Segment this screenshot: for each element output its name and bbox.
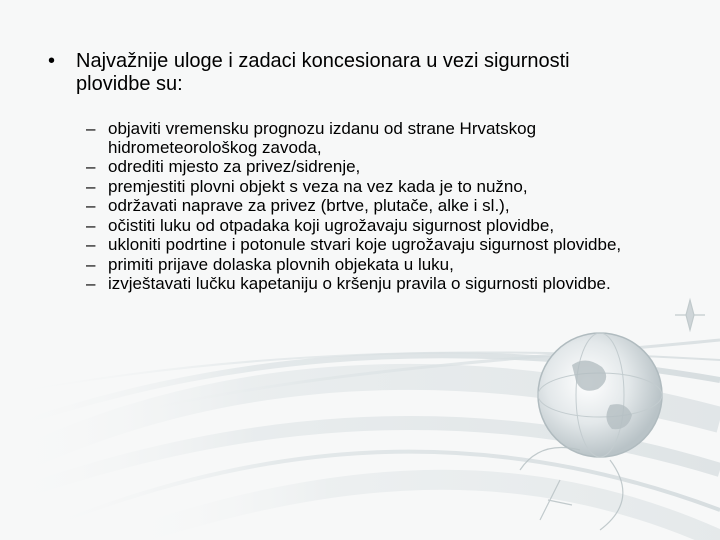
main-bullet	[48, 50, 648, 96]
dash-marker: –	[86, 235, 96, 254]
dash-marker: –	[86, 176, 96, 196]
list-item-text: primiti prijave dolaska plovnih objekata u luku,	[108, 254, 454, 274]
globe-icon	[538, 333, 662, 457]
list-item-text: odrediti mjesto za privez/sidrenje,	[108, 157, 361, 176]
list-item-text: premjestiti plovni objekt s veza na vez kada je to nužno,	[108, 176, 528, 196]
dash-marker: –	[86, 196, 96, 215]
list-item	[86, 120, 646, 157]
list-item	[86, 236, 646, 255]
dash-marker: –	[86, 215, 96, 235]
bullet-marker: •	[48, 50, 56, 72]
dash-marker: –	[86, 254, 96, 274]
list-item-text: objaviti vremensku prognozu izdanu od strane Hrvatskog hidrometeorološkog zavoda,	[108, 119, 537, 157]
dash-marker: –	[86, 157, 96, 176]
main-bullet-text: Najvažnije uloge i zadaci koncesionara u vezi sigurnosti plovidbe su:	[76, 50, 570, 95]
list-item-text: ukloniti podrtine i potonule stvari koje ugrožavaju sigurnost plovidbe,	[108, 235, 622, 254]
list-item-text: izvještavati lučku kapetaniju o kršenju pravila o sigurnosti plovidbe.	[108, 274, 611, 293]
list-item	[86, 158, 646, 177]
list-item	[86, 178, 646, 197]
dash-marker: –	[86, 119, 96, 138]
list-item	[86, 217, 646, 236]
dash-marker: –	[86, 274, 96, 293]
list-item-text: očistiti luku od otpadaka koji ugrožavaju sigurnost plovidbe,	[108, 215, 555, 235]
list-item	[86, 256, 646, 275]
list-item-text: održavati naprave za privez (brtve, plutače, alke i sl.),	[108, 196, 510, 215]
sub-bullet-list	[86, 120, 646, 295]
list-item	[86, 197, 646, 216]
list-item	[86, 275, 646, 294]
